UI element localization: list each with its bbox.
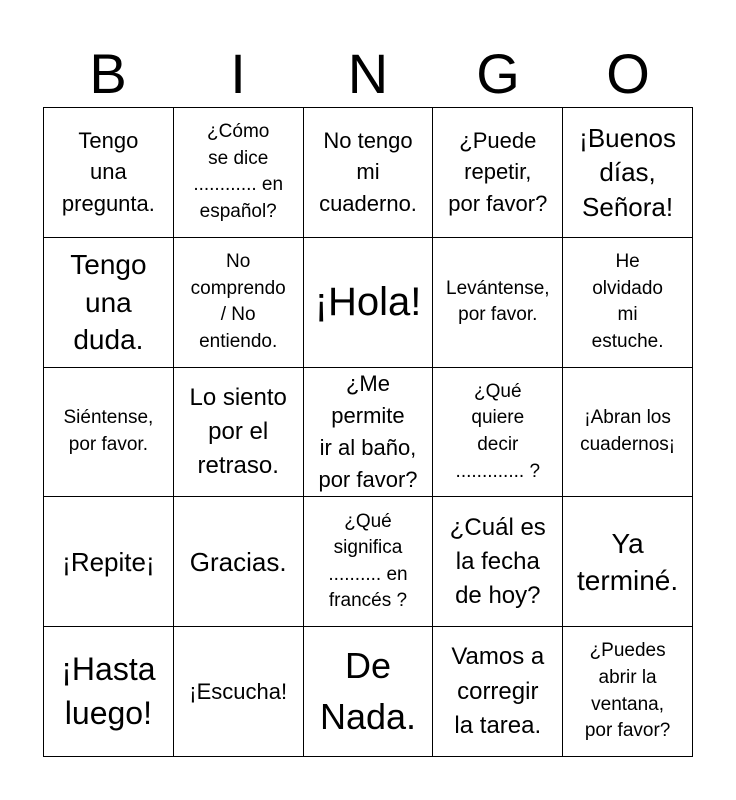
bingo-cell-r2-c5[interactable] — [563, 238, 693, 368]
cell-text: Gracias. — [189, 546, 287, 577]
bingo-cell-r4-c5[interactable] — [563, 497, 693, 627]
cell-text: ¿Puede repetir, por favor? — [448, 127, 548, 217]
bingo-cell-r1-c4[interactable] — [433, 108, 563, 238]
cell-text: Siéntense, por favor. — [63, 407, 154, 455]
bingo-cell-r5-c1[interactable] — [44, 627, 174, 757]
bingo-cell-r3-c1[interactable] — [44, 368, 174, 498]
header-letter-i: I — [230, 42, 246, 105]
bingo-cell-r5-c3[interactable] — [304, 627, 434, 757]
cell-text: ¡Abran los cuadernos¡ — [580, 407, 676, 455]
bingo-header — [43, 40, 693, 108]
header-letter-o: O — [606, 42, 650, 105]
cell-text: ¿Puedes abrir la ventana, por favor? — [584, 640, 671, 742]
cell-text: De Nada. — [319, 645, 417, 737]
cell-text: No tengo mi cuaderno. — [319, 127, 417, 217]
bingo-cell-r3-c3[interactable] — [304, 368, 434, 498]
bingo-cell-r2-c4[interactable] — [433, 238, 563, 368]
bingo-cell-r2-c3[interactable] — [304, 238, 434, 368]
cell-text: Lo siento por el retraso. — [189, 383, 287, 480]
bingo-board — [43, 107, 693, 757]
bingo-cell-r4-c1[interactable] — [44, 497, 174, 627]
bingo-cell-r5-c2[interactable] — [174, 627, 304, 757]
bingo-cell-r1-c2[interactable] — [174, 108, 304, 238]
bingo-cell-r1-c3[interactable] — [304, 108, 434, 238]
cell-text: Vamos a corregir la tarea. — [451, 643, 545, 739]
bingo-cell-r3-c4[interactable] — [433, 368, 563, 498]
cell-text: He olvidado mi estuche. — [591, 251, 664, 352]
bingo-cell-r4-c4[interactable] — [433, 497, 563, 627]
header-letter-n: N — [347, 42, 389, 105]
bingo-cell-r2-c1[interactable] — [44, 238, 174, 368]
cell-text: ¡Escucha! — [189, 678, 288, 704]
cell-text: ¡Buenos días, Señora! — [579, 122, 677, 222]
header-letter-g: G — [476, 42, 520, 105]
cell-text: ¡Hasta luego! — [61, 651, 156, 731]
cell-text: ¿Cómo se dice ............ en español? — [193, 121, 284, 222]
cell-text: Ya terminé. — [577, 527, 679, 596]
bingo-cell-r1-c1[interactable] — [44, 108, 174, 238]
header-letter-b: B — [89, 42, 127, 105]
cell-text: Tengo una duda. — [70, 249, 147, 355]
bingo-cell-r3-c2[interactable] — [174, 368, 304, 498]
cell-text: Tengo una pregunta. — [61, 127, 155, 217]
cell-text: ¿Me permite ir al baño, por favor? — [318, 371, 418, 492]
bingo-cell-r3-c5[interactable] — [563, 368, 693, 498]
bingo-cell-r4-c2[interactable] — [174, 497, 304, 627]
bingo-cell-r5-c5[interactable] — [563, 627, 693, 757]
bingo-cell-r4-c3[interactable] — [304, 497, 434, 627]
cell-text: ¡Repite¡ — [62, 546, 155, 577]
cell-text: ¡Hola! — [314, 280, 422, 325]
cell-text: No comprendo / No entiendo. — [190, 251, 286, 352]
bingo-cell-r1-c5[interactable] — [563, 108, 693, 238]
bingo-cell-r2-c2[interactable] — [174, 238, 304, 368]
cell-text: Levántense, por favor. — [446, 277, 550, 326]
cell-text: ¿Qué quiere decir ............. ? — [455, 380, 541, 482]
cell-text: ¿Qué significa .......... en francés ? — [328, 510, 408, 612]
bingo-cell-r5-c4[interactable] — [433, 627, 563, 757]
cell-text: ¿Cuál es la fecha de hoy? — [449, 513, 546, 609]
